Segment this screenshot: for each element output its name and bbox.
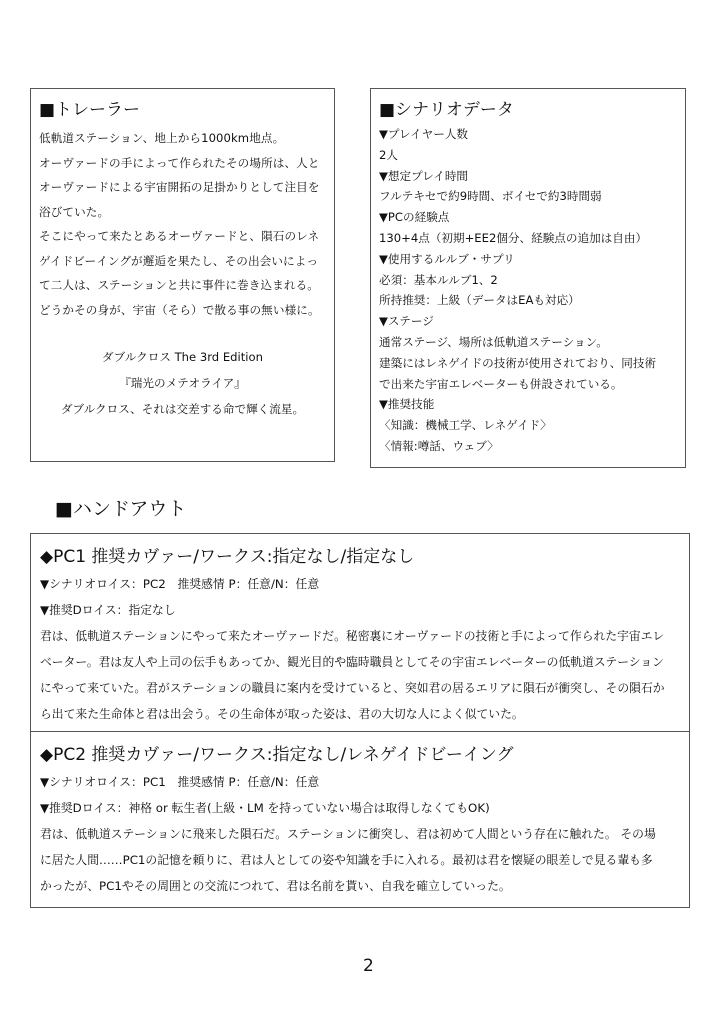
trailer-line: 浴びていた。 <box>39 204 110 219</box>
scenario-line: 通常ステージ、場所は低軌道ステーション。 <box>379 334 608 349</box>
pc1-line: ら出て来た生命体と君は出会う。その生命体が取った姿は、君の大切な人によく似ていた。 <box>40 707 524 721</box>
scenario-line: ▼PCの経験点 <box>379 210 450 225</box>
trailer-line: どうかその身が、宇宙（そら）で散る事の無い様に。 <box>39 302 320 317</box>
scenario-line: 〈情報:噂話、ウェブ〉 <box>379 438 499 453</box>
pc2-title: ◆PC2 推奨カヴァー/ワークス:指定なし/レネゲイドビーイング <box>40 745 514 765</box>
scenario-line: ▼推奨技能 <box>379 397 435 412</box>
handout-heading: ■ハンドアウト <box>55 498 187 520</box>
scenario-line: 所持推奨：上級（データはEAも対応） <box>379 293 580 308</box>
scenario-data-box <box>370 88 686 468</box>
handout-pc1 <box>31 534 689 732</box>
pc1-title: ◆PC1 推奨カヴァー/ワークス:指定なし/指定なし <box>40 547 415 567</box>
game-title: ダブルクロス The 3rd Edition <box>102 350 263 364</box>
pc1-line: ▼シナリオロイス：PC2 推奨感情 P：任意/N：任意 <box>40 577 320 591</box>
scenario-line: ▼プレイヤー人数 <box>379 127 469 141</box>
page-number: 2 <box>363 956 374 976</box>
pc1-line: ベーター。君は友人や上司の伝手もあってか、観光目的や臨時職員としてその宇宙エレベーターの低軌道ステーション <box>40 655 664 669</box>
trailer-line: そこにやって来たとあるオーヴァードと、隕石のレネ <box>39 229 320 243</box>
scenario-line: 必須：基本ルルブ1、2 <box>379 272 498 287</box>
trailer-box <box>30 88 335 462</box>
pc1-line: 君は、低軌道ステーションにやって来たオーヴァードだ。秘密裏にオーヴァードの技術と手によって作られた宇宙エレ <box>40 629 665 643</box>
trailer-line: 低軌道ステーション、地上から1000km地点。 <box>39 131 285 145</box>
scenario-line: 130+4点（初期+EE2個分、経験点の追加は自由） <box>379 230 648 245</box>
pc1-line: にやって来ていた。君がステーションの職員に案内を受けていると、突如君の居るエリアに隕石が衝突し、その隕石か <box>40 681 665 695</box>
scenario-line: ▼想定プレイ時間 <box>379 168 469 183</box>
pc2-line: ▼シナリオロイス：PC1 推奨感情 P：任意/N：任意 <box>40 775 320 789</box>
trailer-title: ■トレーラー <box>39 100 141 120</box>
pc2-line: ▼推奨Dロイス：神格 or 転生者(上級・LM を持っていない場合は取得しなくてもOK) <box>40 801 490 815</box>
trailer-line: ゲイドビーイングが邂逅を果たし、その出会いによっ <box>39 253 319 268</box>
scenario-line: 2人 <box>379 147 398 162</box>
scenario-line: で出来た宇宙エレベーターも併設されている。 <box>379 376 623 391</box>
scenario-name: 『瑞光のメテオライア』 <box>119 376 246 390</box>
trailer-body <box>39 126 326 322</box>
pc2-line: 君は、低軌道ステーションに飛来した隕石だ。ステーションに衝突し、君は初めて人間という存在に触れた。 その場 <box>40 827 656 841</box>
tagline: ダブルクロス、それは交差する命で輝く流星。 <box>60 402 305 416</box>
trailer-line: オーヴァードによる宇宙開拓の足掛かりとして注目を <box>39 180 320 194</box>
scenario-title: ■シナリオデータ <box>379 100 514 120</box>
handout-box <box>30 533 690 908</box>
scenario-line: フルテキセで約9時間、ボイセで約3時間弱 <box>379 189 602 204</box>
scenario-line: 建築にはレネゲイドの技術が使用されており、同技術 <box>379 355 657 370</box>
trailer-line: オーヴァードの手によって作られたその場所は、人と <box>39 155 320 170</box>
scenario-line: ▼使用するルルブ・サプリ <box>379 251 515 266</box>
trailer-line: て二人は、ステーションと共に事件に巻き込まれる。 <box>39 278 319 292</box>
pc2-line: かったが、PC1やその周囲との交流につれて、君は名前を貰い、自我を確立していった。 <box>40 879 511 893</box>
pc1-line: ▼推奨Dロイス：指定なし <box>40 603 176 617</box>
scenario-line: ▼ステージ <box>379 314 434 329</box>
pc2-line: に居た人間……PC1の記憶を頼りに、君は人としての姿や知識を手に入れる。最初は君を懐疑の眼差しで見る輩も多 <box>40 853 653 867</box>
trailer-credits <box>39 344 326 422</box>
handout-pc2 <box>31 732 689 907</box>
scenario-line: 〈知識：機械工学、レネゲイド〉 <box>379 418 552 433</box>
